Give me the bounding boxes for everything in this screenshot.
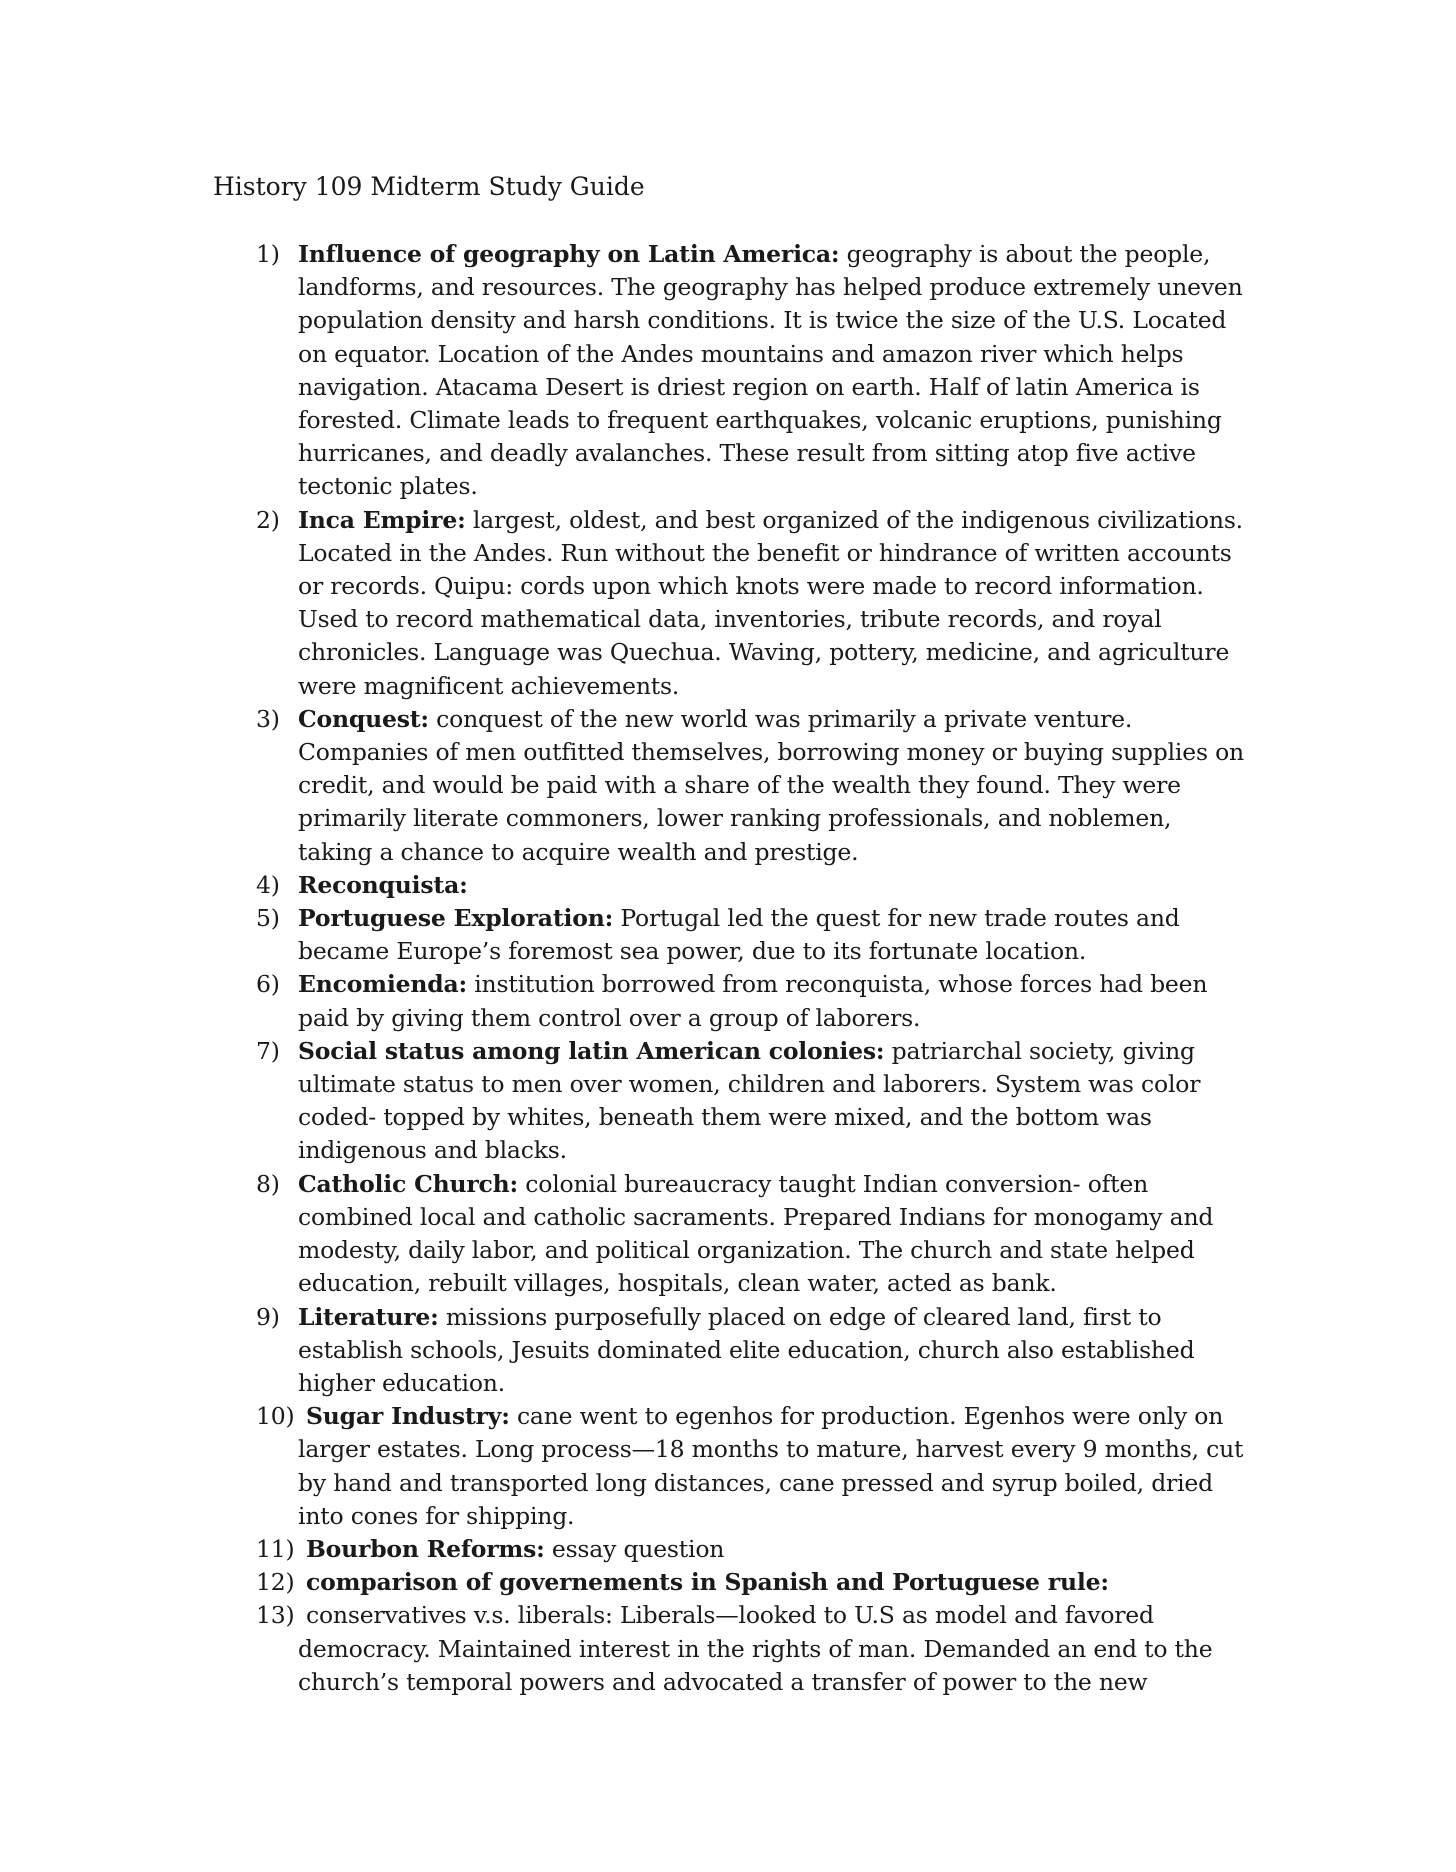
item-text: essay question <box>544 1534 725 1563</box>
item-term: comparison of governements in Spanish and Portuguese rule: <box>306 1568 1109 1597</box>
study-guide-list <box>256 238 1246 1699</box>
item-number: 8) <box>256 1169 280 1198</box>
item-number: 5) <box>256 904 280 933</box>
item-term: Conquest: <box>298 704 429 733</box>
list-item <box>256 504 1246 703</box>
item-text: largest, oldest, and best organized of the indigenous civilizations. Located in the Andes. Run without the benefit or hindrance of written accounts or records. Quipu: cords upon which knots were made to record information. Used to record mathematical data, inventories, tribute records, and royal chronicles. Language was Quechua. Waving, pottery, medicine, and agriculture were magnificent achievements. <box>298 505 1243 700</box>
item-term: Inca Empire: <box>298 505 466 534</box>
item-term: Literature: <box>298 1302 439 1331</box>
list-item <box>256 1566 1246 1599</box>
list-item <box>256 902 1246 968</box>
item-term: Sugar Industry: <box>306 1402 510 1431</box>
item-number: 7) <box>256 1036 280 1065</box>
item-text: missions purposefully placed on edge of cleared land, first to establish schools, Jesuits dominated elite education, church also established higher education. <box>298 1302 1195 1397</box>
item-number: 13) <box>256 1601 295 1630</box>
item-text: institution borrowed from reconquista, whose forces had been paid by giving them control over a group of laborers. <box>298 970 1208 1032</box>
item-number: 2) <box>256 505 280 534</box>
item-text: patriarchal society, giving ultimate status to men over women, children and laborers. System was color coded- topped by whites, beneath them were mixed, and the bottom was indigenous and blacks. <box>298 1036 1201 1165</box>
item-term: Bourbon Reforms: <box>306 1534 545 1563</box>
item-number: 9) <box>256 1302 280 1331</box>
item-text: colonial bureaucracy taught Indian conversion- often combined local and catholic sacraments. Prepared Indians for monogamy and modesty, daily labor, and political organization. The church and state helped education, rebuilt villages, hospitals, clean water, acted as bank. <box>298 1169 1214 1298</box>
item-number: 4) <box>256 870 280 899</box>
list-item <box>256 1533 1246 1566</box>
list-item <box>256 1035 1246 1168</box>
list-item <box>256 703 1246 869</box>
item-term: Reconquista: <box>298 870 468 899</box>
list-item <box>256 968 1246 1034</box>
list-item <box>256 1599 1246 1699</box>
item-text: conquest of the new world was primarily a private venture. Companies of men outfitted themselves, borrowing money or buying supplies on credit, and would be paid with a share of the wealth they found. They were primarily literate commoners, lower ranking professionals, and noblemen, taking a chance to acquire wealth and prestige. <box>298 704 1244 866</box>
list-item <box>256 1168 1246 1301</box>
item-term: Catholic Church: <box>298 1169 519 1198</box>
item-number: 12) <box>256 1568 295 1597</box>
list-item <box>256 869 1246 902</box>
item-number: 3) <box>256 704 280 733</box>
item-text: geography is about the people, landforms, and resources. The geography has helped produce extremely uneven population density and harsh conditions. It is twice the size of the U.S. Located on equator. Location of the Andes mountains and amazon river which helps navigation. Atacama Desert is driest region on earth. Half of latin America is forested. Climate leads to frequent earthquakes, volcanic eruptions, punishing hurricanes, and deadly avalanches. These result from sitting atop five active tectonic plates. <box>298 240 1243 501</box>
item-number: 11) <box>256 1534 295 1563</box>
item-term: Social status among latin American colonies: <box>298 1036 885 1065</box>
list-item <box>256 1400 1246 1533</box>
item-text: Portugal led the quest for new trade routes and became Europe’s foremost sea power, due to its fortunate location. <box>298 904 1180 966</box>
item-term: Influence of geography on Latin America: <box>298 240 840 268</box>
item-text: cane went to egenhos for production. Egenhos were only on larger estates. Long process—18 months to mature, harvest every 9 months, cut by hand and transported long distances, cane pressed and syrup boiled, dried into cones for shipping. <box>298 1402 1244 1530</box>
item-text: conservatives v.s. liberals: Liberals—looked to U.S as model and favored democracy. Maintained interest in the rights of man. Demanded an end to the church’s temporal powers and advocated a transfer of power to the new <box>298 1601 1213 1696</box>
item-number: 10) <box>256 1402 295 1431</box>
item-term: Portuguese Exploration: <box>298 904 614 933</box>
document-title: History 109 Midterm Study Guide <box>213 172 645 201</box>
list-item <box>256 1301 1246 1401</box>
item-term: Encomienda: <box>298 970 467 999</box>
list-item <box>256 238 1246 504</box>
item-number: 6) <box>256 970 280 999</box>
item-number: 1) <box>256 240 280 268</box>
